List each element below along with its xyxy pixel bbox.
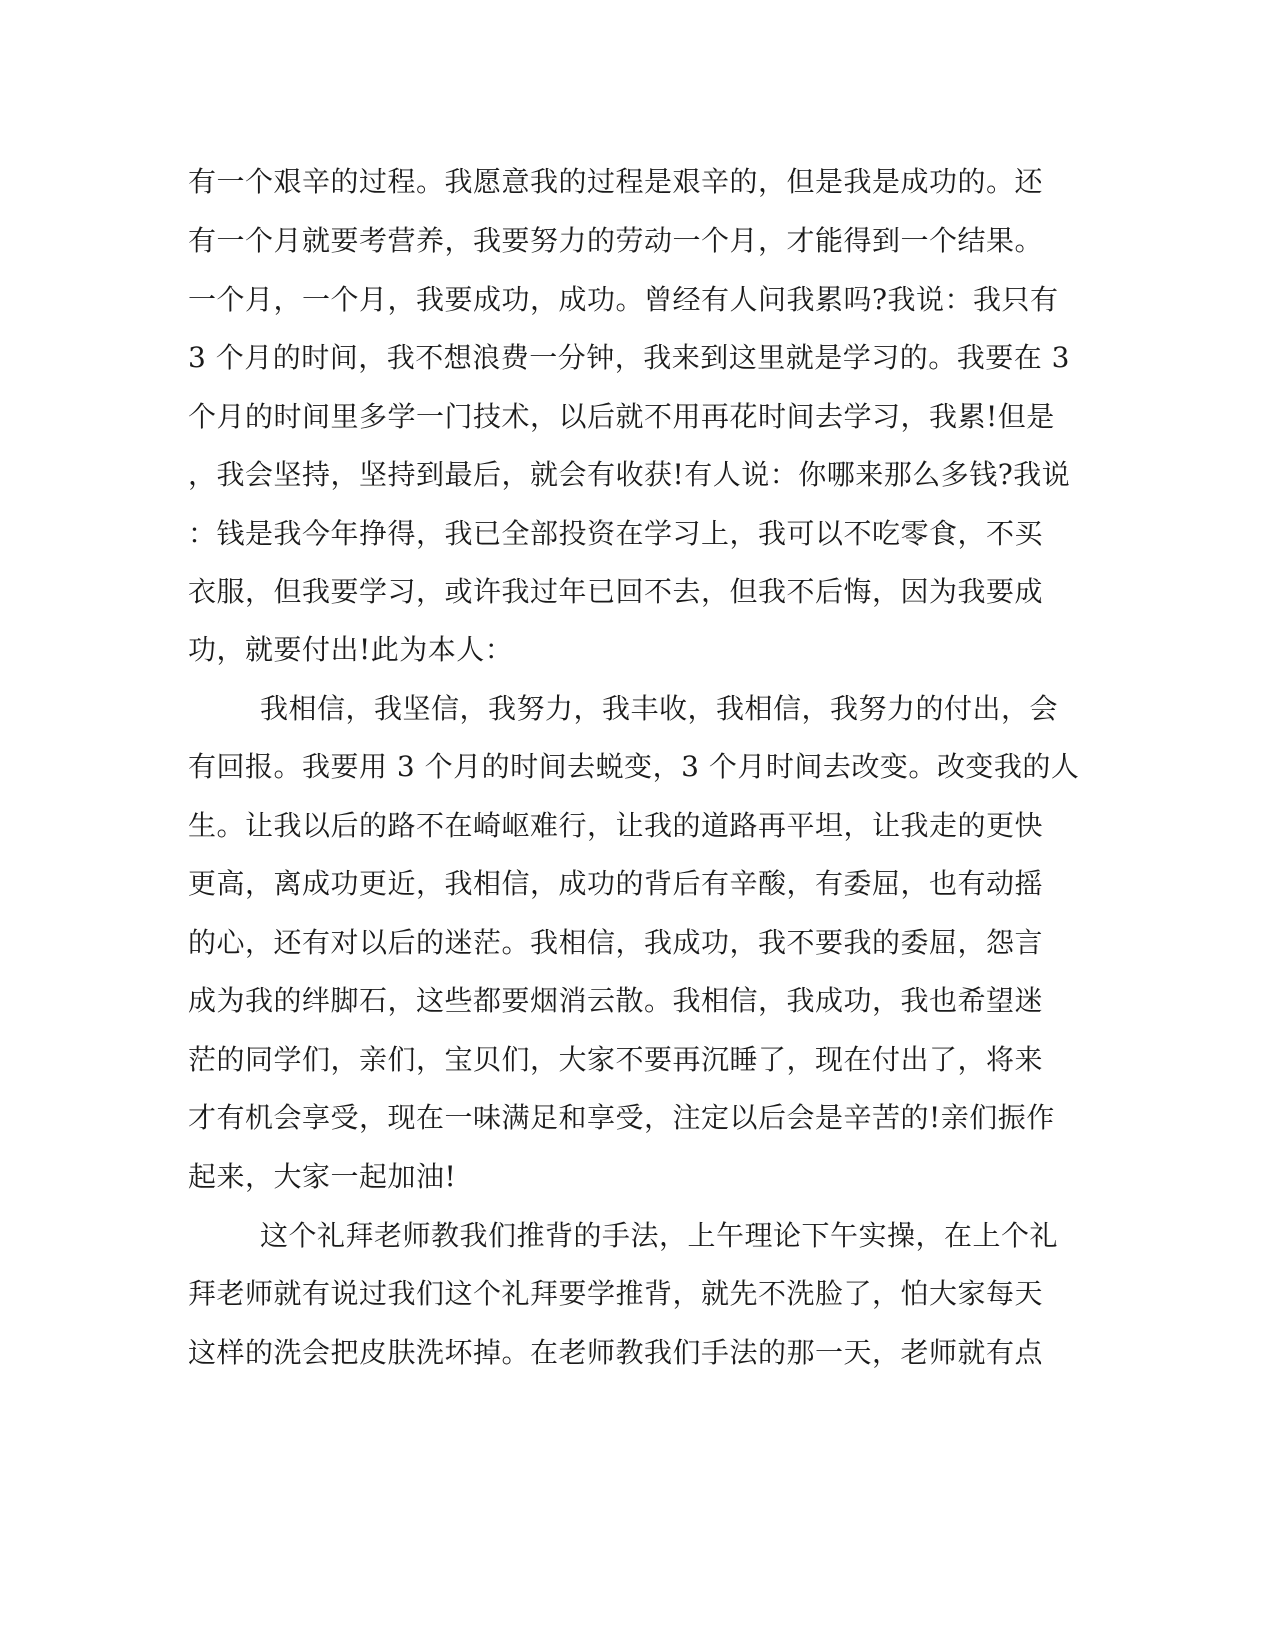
- text-line: 功，就要付出!此为本人：: [188, 633, 514, 666]
- text-line: 有一个艰辛的过程。我愿意我的过程是艰辛的，但是我是成功的。还: [188, 165, 1044, 198]
- text-line: 生。让我以后的路不在崎岖难行，让我的道路再平坦，让我走的更快: [188, 809, 1044, 842]
- text-line: 有一个月就要考营养，我要努力的劳动一个月，才能得到一个结果。: [188, 224, 1044, 257]
- text-line: 起来，大家一起加油!: [188, 1160, 457, 1193]
- text-line: 更高，离成功更近，我相信，成功的背后有辛酸，有委屈，也有动摇: [188, 867, 1044, 900]
- text-line: 个月的时间里多学一门技术，以后就不用再花时间去学习，我累!但是: [188, 400, 1055, 433]
- text-line: 才有机会享受，现在一味满足和享受，注定以后会是辛苦的!亲们振作: [188, 1101, 1055, 1134]
- text-line: 成为我的绊脚石，这些都要烟消云散。我相信，我成功，我也希望迷: [188, 984, 1044, 1017]
- paragraph-first-line: 这个礼拜老师教我们推背的手法，上午理论下午实操，在上个礼: [260, 1219, 1059, 1252]
- text-line: 有回报。我要用 3 个月的时间去蜕变，3 个月时间去改变。改变我的人: [188, 750, 1080, 783]
- text-line: 这样的洗会把皮肤洗坏掉。在老师教我们手法的那一天，老师就有点: [188, 1336, 1044, 1369]
- text-line: 拜老师就有说过我们这个礼拜要学推背，就先不洗脸了，怕大家每天: [188, 1277, 1044, 1310]
- paragraph-first-line: 我相信，我坚信，我努力，我丰收，我相信，我努力的付出，会: [260, 692, 1059, 725]
- text-line: ：钱是我今年挣得，我已全部投资在学习上，我可以不吃零食，不买: [188, 517, 1044, 550]
- text-line: ，我会坚持，坚持到最后，就会有收获!有人说：你哪来那么多钱?我说: [188, 458, 1071, 491]
- text-line: 3 个月的时间，我不想浪费一分钟，我来到这里就是学习的。我要在 3: [188, 341, 1070, 374]
- text-line: 的心，还有对以后的迷茫。我相信，我成功，我不要我的委屈，怨言: [188, 926, 1044, 959]
- text-line: 一个月，一个月，我要成功，成功。曾经有人问我累吗?我说：我只有: [188, 283, 1059, 316]
- text-line: 衣服，但我要学习，或许我过年已回不去，但我不后悔，因为我要成: [188, 575, 1044, 608]
- text-line: 茫的同学们，亲们，宝贝们，大家不要再沉睡了，现在付出了，将来: [188, 1043, 1044, 1076]
